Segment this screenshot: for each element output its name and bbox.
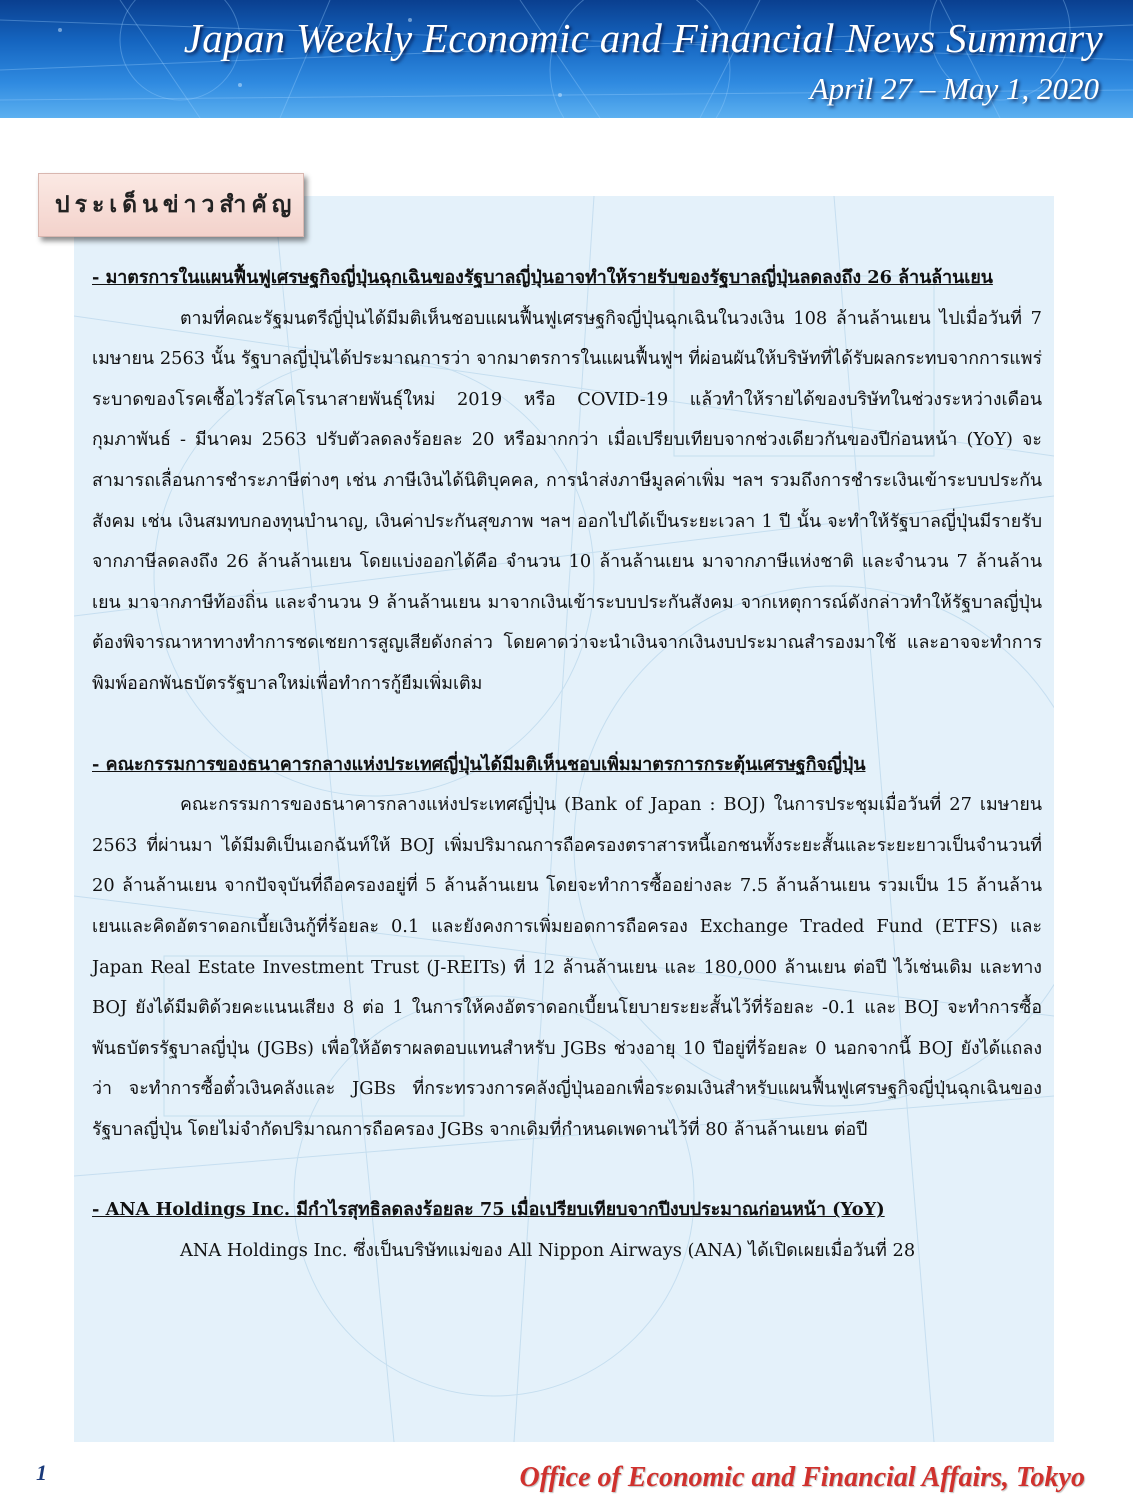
news-body-text: ANA Holdings Inc. ซึ่งเป็นบริษัทแม่ของ All Nippon Airways (ANA) ได้เปิดเผยเมื่อวันที่ 28: [180, 1240, 916, 1262]
news-body-text: คณะกรรมการของธนาคารกลางแห่งประเทศญี่ปุ่น (Bank of Japan : BOJ) ในการประชุมเมื่อวันที่ 27 เมษายน 2563 ที่ผ่านมา ได้มีมติเป็นเอกฉันท์ให้ BOJ เพิ่มปริมาณการถือครองตราสารหนี้เอกชนทั้งระยะสั้นและระยะยาวเป็นจำนวนที่ 20 ล้านล้านเยน จากปัจจุบันที่ถือครองอยู่ที่ 5 ล้านล้านเยน โดยจะทำการซื้ออย่างละ 7.5 ล้านล้านเยน รวมเป็น 15 ล้านล้านเยนและคิดอัตราดอกเบี้ยเงินกู้ที่ร้อยละ 0.1 และยังคงการเพิ่มยอดการถือครอง Exchange Traded Fund (ETFS) และ Japan Real Estate Investment Trust (J-REITs) ที่ 12 ล้านล้านเยน และ 180,000 ล้านเยน ต่อปี ไว้เช่นเดิม และทาง BOJ ยังได้มีมติด้วยคะแนนเสียง 8 ต่อ 1 ในการให้คงอัตราดอกเบี้ยนโยบายระยะสั้นไว้ที่ร้อยละ -0.1 และ BOJ จะทำการซื้อพันธบัตรรัฐบาลญี่ปุ่น (JGBs) เพื่อให้อัตราผลตอบแทนสำหรับ JGBs ช่วงอายุ 10 ปีอยู่ที่ร้อยละ 0 นอกจากนี้ BOJ ยังได้แถลงว่า จะทำการซื้อตั๋วเงินคลังและ JGBs ที่กระทรวงการคลังญี่ปุ่นออกเพื่อระดมเงินสำหรับแผนฟื้นฟูเศรษฐกิจญี่ปุ่นฉุกเฉินของรัฐบาลญี่ปุ่น โดยไม่จำกัดปริมาณการถือครอง JGBs จากเดิมที่กำหนดเพดานไว้ที่ 80 ล้านล้านเยน ต่อปี: [92, 794, 1042, 1140]
office-name: Office of Economic and Financial Affairs, Tokyo: [519, 1462, 1085, 1493]
news-body: [92, 785, 1042, 1150]
news-item: [92, 1190, 1042, 1271]
section-label: [38, 173, 304, 237]
section-label-text: ประเด็นข่าวสำคัญ: [55, 191, 297, 218]
news-headline: - คณะกรรมการของธนาคารกลางแห่งประเทศญี่ปุ่นได้มีมติเห็นชอบเพิ่มมาตรการกระตุ้นเศรษฐกิจญี่ปุ่น: [92, 753, 866, 775]
news-item: [92, 258, 1042, 705]
news-body: [92, 1231, 1042, 1272]
news-body: [92, 299, 1042, 705]
news-item: [92, 745, 1042, 1151]
news-body-text: ตามที่คณะรัฐมนตรีญี่ปุ่นได้มีมติเห็นชอบแผนฟื้นฟูเศรษฐกิจญี่ปุ่นฉุกเฉินในวงเงิน 108 ล้านล้านเยน ไปเมื่อวันที่ 7 เมษายน 2563 นั้น รัฐบาลญี่ปุ่นได้ประมาณการว่า จากมาตรการในแผนฟื้นฟูฯ ที่ผ่อนผันให้บริษัทที่ได้รับผลกระทบจากการแพร่ระบาดของโรคเชื้อไวรัสโคโรนาสายพันธุ์ใหม่ 2019 หรือ COVID-19 แล้วทำให้รายได้ของบริษัทในช่วงระหว่างเดือนกุมภาพันธ์ - มีนาคม 2563 ปรับตัวลดลงร้อยละ 20 หรือมากกว่า เมื่อเปรียบเทียบจากช่วงเดียวกันของปีก่อนหน้า (YoY) จะสามารถเลื่อนการชำระภาษีต่างๆ เช่น ภาษีเงินได้นิติบุคคล, การนำส่งภาษีมูลค่าเพิ่ม ฯลฯ รวมถึงการชำระเงินเข้าระบบประกันสังคม เช่น เงินสมทบกองทุนบำนาญ, เงินค่าประกันสุขภาพ ฯลฯ ออกไปได้เป็นระยะเวลา 1 ปี นั้น จะทำให้รัฐบาลญี่ปุ่นมีรายรับจากภาษีลดลงถึง 26 ล้านล้านเยน โดยแบ่งออกได้คือ จำนวน 10 ล้านล้านเยน มาจากภาษีแห่งชาติ และจำนวน 7 ล้านล้านเยน มาจากภาษีท้องถิ่น และจำนวน 9 ล้านล้านเยน มาจากเงินเข้าระบบประกันสังคม จากเหตุการณ์ดังกล่าวทำให้รัฐบาลญี่ปุ่นต้องพิจารณาหาทางทำการชดเชยการสูญเสียดังกล่าว โดยคาดว่าจะนำเงินจากเงินงบประมาณสำรองมาใช้ และอาจจะทำการพิมพ์ออกพันธบัตรรัฐบาลใหม่เพื่อทำการกู้ยืมเพิ่มเติม: [92, 307, 1042, 694]
news-content: [92, 258, 1042, 1272]
news-headline: - ANA Holdings Inc. มีกำไรสุทธิลดลงร้อยละ 75 เมื่อเปรียบเทียบจากปีงบประมาณก่อนหน้า (YoY): [92, 1199, 885, 1221]
page-number: 1: [36, 1460, 47, 1485]
news-headline: - มาตรการในแผนฟื้นฟูเศรษฐกิจญี่ปุ่นฉุกเฉินของรัฐบาลญี่ปุ่นอาจทำให้รายรับของรัฐบาลญี่ปุ่นลดลงถึง 26 ล้านล้านเยน: [92, 267, 993, 288]
report-title: Japan Weekly Economic and Financial News Summary: [183, 15, 1103, 61]
header-banner: [0, 0, 1133, 118]
report-date: April 27 – May 1, 2020: [809, 71, 1099, 106]
